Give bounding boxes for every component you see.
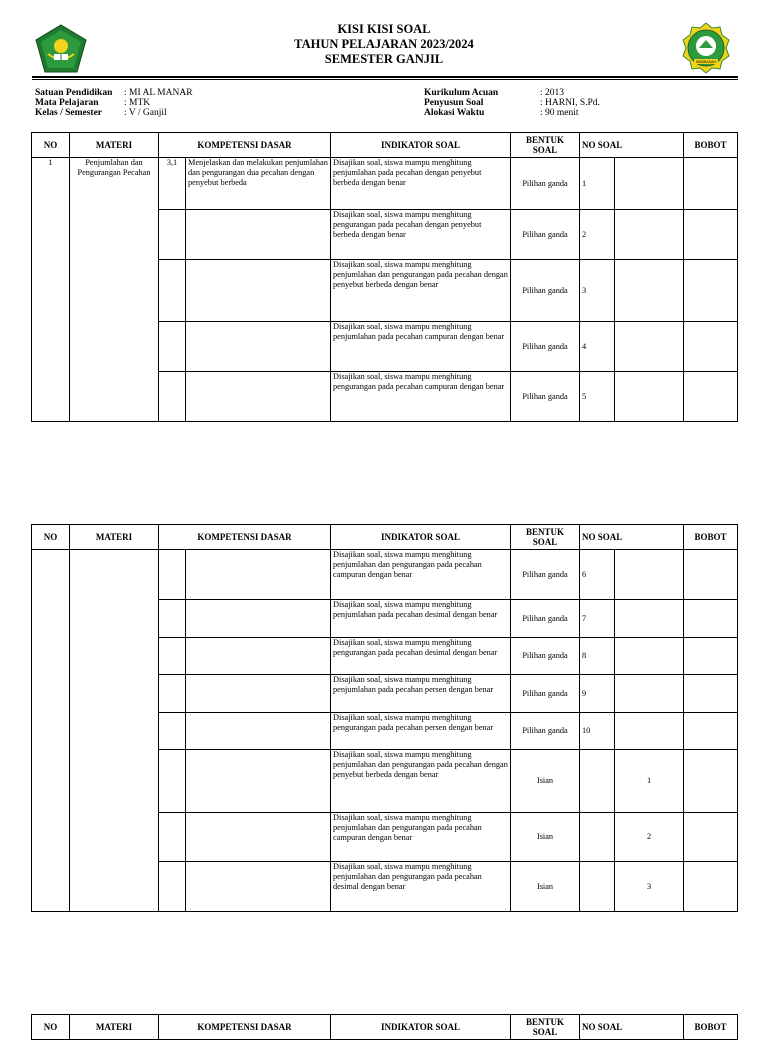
col-header-nosoal: NO SOAL: [580, 1015, 684, 1040]
cell-nosoal-isian: [615, 158, 684, 210]
doc-subtitle-year: TAHUN PELAJARAN 2023/2024: [294, 37, 474, 51]
col-header-materi: MATERI: [70, 1015, 159, 1040]
table-row: [32, 638, 738, 675]
cell-materi: [70, 372, 159, 422]
header-divider: [32, 76, 738, 78]
cell-materi: [70, 550, 159, 600]
col-header-kd: KOMPETENSI DASAR: [159, 133, 331, 158]
cell-indikator: Disajikan soal, siswa mampu menghitung pengurangan pada pecahan desimal dengan benar: [331, 638, 511, 675]
cell-nosoal-pg: 10: [580, 713, 615, 750]
cell-nosoal-pg: [580, 862, 615, 912]
doc-title: KISI KISI SOAL: [337, 22, 431, 36]
table-row: [32, 260, 738, 322]
table-header-row: [32, 525, 738, 550]
cell-no: [32, 750, 70, 813]
cell-indikator: Disajikan soal, siswa mampu menghitung penjumlahan dan pengurangan pada pecahan desimal dengan benar: [331, 862, 511, 912]
col-header-bobot: BOBOT: [684, 1015, 738, 1040]
cell-materi: [70, 210, 159, 260]
col-header-indikator: INDIKATOR SOAL: [331, 525, 511, 550]
table-row: [32, 550, 738, 600]
cell-bentuk: Pilihan ganda: [511, 638, 580, 675]
cell-bobot: [684, 713, 738, 750]
col-header-nosoal: NO SOAL: [580, 525, 684, 550]
meta-label: Mata Pelajaran: [35, 98, 99, 108]
cell-kd-text: [186, 260, 331, 322]
cell-nosoal-isian: [615, 713, 684, 750]
kisi-table-page-2: [31, 524, 738, 912]
cell-indikator: Disajikan soal, siswa mampu menghitung penjumlahan pada pecahan dengan penyebut berbeda dengan benar: [331, 158, 511, 210]
cell-materi: [70, 638, 159, 675]
cell-nosoal-pg: 6: [580, 550, 615, 600]
cell-nosoal-pg: 3: [580, 260, 615, 322]
cell-no: [32, 260, 70, 322]
cell-nosoal-isian: [615, 638, 684, 675]
cell-bentuk: Pilihan ganda: [511, 600, 580, 638]
cell-no: [32, 550, 70, 600]
cell-nosoal-pg: 7: [580, 600, 615, 638]
cell-no: [32, 372, 70, 422]
cell-indikator: Disajikan soal, siswa mampu menghitung penjumlahan pada pecahan desimal dengan benar: [331, 600, 511, 638]
cell-kd-text: Menjelaskan dan melakukan penjumlahan dan pengurangan dua pecahan dengan penyebut berbeda: [186, 158, 331, 210]
cell-bentuk: Isian: [511, 813, 580, 862]
cell-nosoal-isian: 1: [615, 750, 684, 813]
cell-kd-number: [159, 260, 186, 322]
cell-nosoal-pg: [580, 750, 615, 813]
kisi-table-page-1: [31, 132, 738, 422]
table-row: [32, 210, 738, 260]
meta-value: : MTK: [124, 98, 151, 108]
table-row: [32, 600, 738, 638]
cell-no: [32, 638, 70, 675]
cell-nosoal-pg: 8: [580, 638, 615, 675]
doc-subtitle-semester: SEMESTER GANJIL: [324, 52, 444, 66]
cell-no: [32, 713, 70, 750]
cell-bentuk: Pilihan ganda: [511, 550, 580, 600]
cell-nosoal-pg: 4: [580, 322, 615, 372]
cell-materi: [70, 750, 159, 813]
table-row: [32, 675, 738, 713]
cell-bobot: [684, 750, 738, 813]
col-header-materi: MATERI: [70, 133, 159, 158]
madrasah-logo-icon: [681, 22, 731, 74]
cell-nosoal-pg: 9: [580, 675, 615, 713]
meta-label: Satuan Pendidikan: [35, 88, 113, 98]
cell-indikator: Disajikan soal, siswa mampu menghitung penjumlahan dan pengurangan pada pecahan dengan penyebut berbeda dengan benar: [331, 750, 511, 813]
table-row: [32, 322, 738, 372]
cell-kd-text: [186, 600, 331, 638]
document-header: [0, 0, 768, 80]
cell-nosoal-isian: 2: [615, 813, 684, 862]
col-header-bobot: BOBOT: [684, 133, 738, 158]
col-header-kd: KOMPETENSI DASAR: [159, 525, 331, 550]
cell-no: [32, 600, 70, 638]
cell-bobot: [684, 675, 738, 713]
cell-nosoal-isian: [615, 210, 684, 260]
cell-no: [32, 813, 70, 862]
col-header-bentuk: BENTUK SOAL: [511, 1015, 580, 1040]
meta-value: : V / Ganjil: [124, 108, 167, 118]
cell-indikator: Disajikan soal, siswa mampu menghitung penjumlahan dan pengurangan pada pecahan dengan penyebut berbeda dengan benar: [331, 260, 511, 322]
cell-nosoal-pg: 2: [580, 210, 615, 260]
table-row: [32, 750, 738, 813]
cell-bobot: [684, 600, 738, 638]
col-header-bentuk: BENTUK SOAL: [511, 525, 580, 550]
meta-label: Kurikulum Acuan: [424, 88, 499, 98]
table-row: [32, 158, 738, 210]
cell-kd-number: [159, 862, 186, 912]
svg-text:MADRASAH: MADRASAH: [695, 60, 717, 64]
cell-bentuk: Pilihan ganda: [511, 322, 580, 372]
cell-bobot: [684, 813, 738, 862]
cell-kd-number: [159, 713, 186, 750]
cell-kd-number: [159, 813, 186, 862]
cell-bentuk: Isian: [511, 750, 580, 813]
cell-bobot: [684, 322, 738, 372]
cell-materi: Penjumlahan dan Pengurangan Pecahan: [70, 158, 159, 210]
cell-bobot: [684, 210, 738, 260]
cell-indikator: Disajikan soal, siswa mampu menghitung penjumlahan dan pengurangan pada pecahan campuran dengan benar: [331, 550, 511, 600]
cell-bentuk: Pilihan ganda: [511, 713, 580, 750]
cell-indikator: Disajikan soal, siswa mampu menghitung pengurangan pada pecahan campuran dengan benar: [331, 372, 511, 422]
col-header-nosoal: NO SOAL: [580, 133, 684, 158]
cell-kd-text: [186, 638, 331, 675]
cell-bobot: [684, 638, 738, 675]
cell-kd-number: [159, 600, 186, 638]
meta-value: : 2013: [540, 88, 565, 98]
col-header-indikator: INDIKATOR SOAL: [331, 1015, 511, 1040]
cell-materi: [70, 862, 159, 912]
cell-bentuk: Isian: [511, 862, 580, 912]
cell-no: 1: [32, 158, 70, 210]
table-row: [32, 372, 738, 422]
cell-bobot: [684, 550, 738, 600]
col-header-no: NO: [32, 133, 70, 158]
cell-indikator: Disajikan soal, siswa mampu menghitung penjumlahan pada pecahan persen dengan benar: [331, 675, 511, 713]
col-header-indikator: INDIKATOR SOAL: [331, 133, 511, 158]
cell-indikator: Disajikan soal, siswa mampu menghitung penjumlahan dan pengurangan pada pecahan campuran dengan benar: [331, 813, 511, 862]
cell-kd-text: [186, 372, 331, 422]
cell-materi: [70, 713, 159, 750]
cell-bobot: [684, 372, 738, 422]
cell-indikator: Disajikan soal, siswa mampu menghitung penjumlahan pada pecahan campuran dengan benar: [331, 322, 511, 372]
cell-bobot: [684, 158, 738, 210]
table-header-row: [32, 133, 738, 158]
cell-kd-text: [186, 675, 331, 713]
cell-no: [32, 862, 70, 912]
cell-nosoal-isian: [615, 260, 684, 322]
cell-nosoal-isian: [615, 372, 684, 422]
col-header-bobot: BOBOT: [684, 525, 738, 550]
cell-nosoal-pg: 5: [580, 372, 615, 422]
cell-kd-text: [186, 750, 331, 813]
cell-no: [32, 675, 70, 713]
cell-kd-number: [159, 372, 186, 422]
cell-nosoal-isian: [615, 550, 684, 600]
cell-kd-number: [159, 550, 186, 600]
cell-kd-number: [159, 750, 186, 813]
col-header-bentuk: BENTUK SOAL: [511, 133, 580, 158]
cell-bobot: [684, 862, 738, 912]
cell-kd-text: [186, 210, 331, 260]
cell-materi: [70, 260, 159, 322]
cell-kd-number: [159, 322, 186, 372]
meta-label: Kelas / Semester: [35, 108, 103, 118]
cell-bentuk: Pilihan ganda: [511, 675, 580, 713]
col-header-materi: MATERI: [70, 525, 159, 550]
table-row: [32, 713, 738, 750]
meta-label: Alokasi Waktu: [424, 108, 485, 118]
cell-kd-text: [186, 813, 331, 862]
meta-value: : 90 menit: [540, 108, 579, 118]
cell-indikator: Disajikan soal, siswa mampu menghitung pengurangan pada pecahan persen dengan benar: [331, 713, 511, 750]
cell-no: [32, 210, 70, 260]
cell-nosoal-pg: 1: [580, 158, 615, 210]
cell-bentuk: Pilihan ganda: [511, 372, 580, 422]
col-header-no: NO: [32, 1015, 70, 1040]
cell-bentuk: Pilihan ganda: [511, 158, 580, 210]
cell-kd-text: [186, 862, 331, 912]
cell-indikator: Disajikan soal, siswa mampu menghitung pengurangan pada pecahan dengan penyebut berbeda dengan benar: [331, 210, 511, 260]
meta-value: : HARNI, S.Pd.: [540, 98, 600, 108]
cell-bobot: [684, 260, 738, 322]
kisi-table-page-3: [31, 1014, 738, 1040]
cell-materi: [70, 322, 159, 372]
cell-nosoal-isian: [615, 675, 684, 713]
meta-value: : MI AL MANAR: [124, 88, 193, 98]
cell-kd-number: 3,1: [159, 158, 186, 210]
document-meta: [0, 88, 768, 122]
cell-kd-text: [186, 713, 331, 750]
cell-bentuk: Pilihan ganda: [511, 210, 580, 260]
cell-bentuk: Pilihan ganda: [511, 260, 580, 322]
col-header-kd: KOMPETENSI DASAR: [159, 1015, 331, 1040]
cell-kd-text: [186, 550, 331, 600]
cell-kd-number: [159, 210, 186, 260]
cell-kd-number: [159, 638, 186, 675]
cell-nosoal-isian: [615, 600, 684, 638]
table-row: [32, 862, 738, 912]
cell-nosoal-isian: [615, 322, 684, 372]
cell-kd-number: [159, 675, 186, 713]
cell-materi: [70, 600, 159, 638]
table-row: [32, 813, 738, 862]
cell-nosoal-isian: 3: [615, 862, 684, 912]
header-divider-thin: [32, 79, 738, 80]
table-header-row: [32, 1015, 738, 1040]
cell-materi: [70, 675, 159, 713]
meta-label: Penyusun Soal: [424, 98, 484, 108]
cell-kd-text: [186, 322, 331, 372]
cell-materi: [70, 813, 159, 862]
col-header-no: NO: [32, 525, 70, 550]
cell-no: [32, 322, 70, 372]
cell-nosoal-pg: [580, 813, 615, 862]
